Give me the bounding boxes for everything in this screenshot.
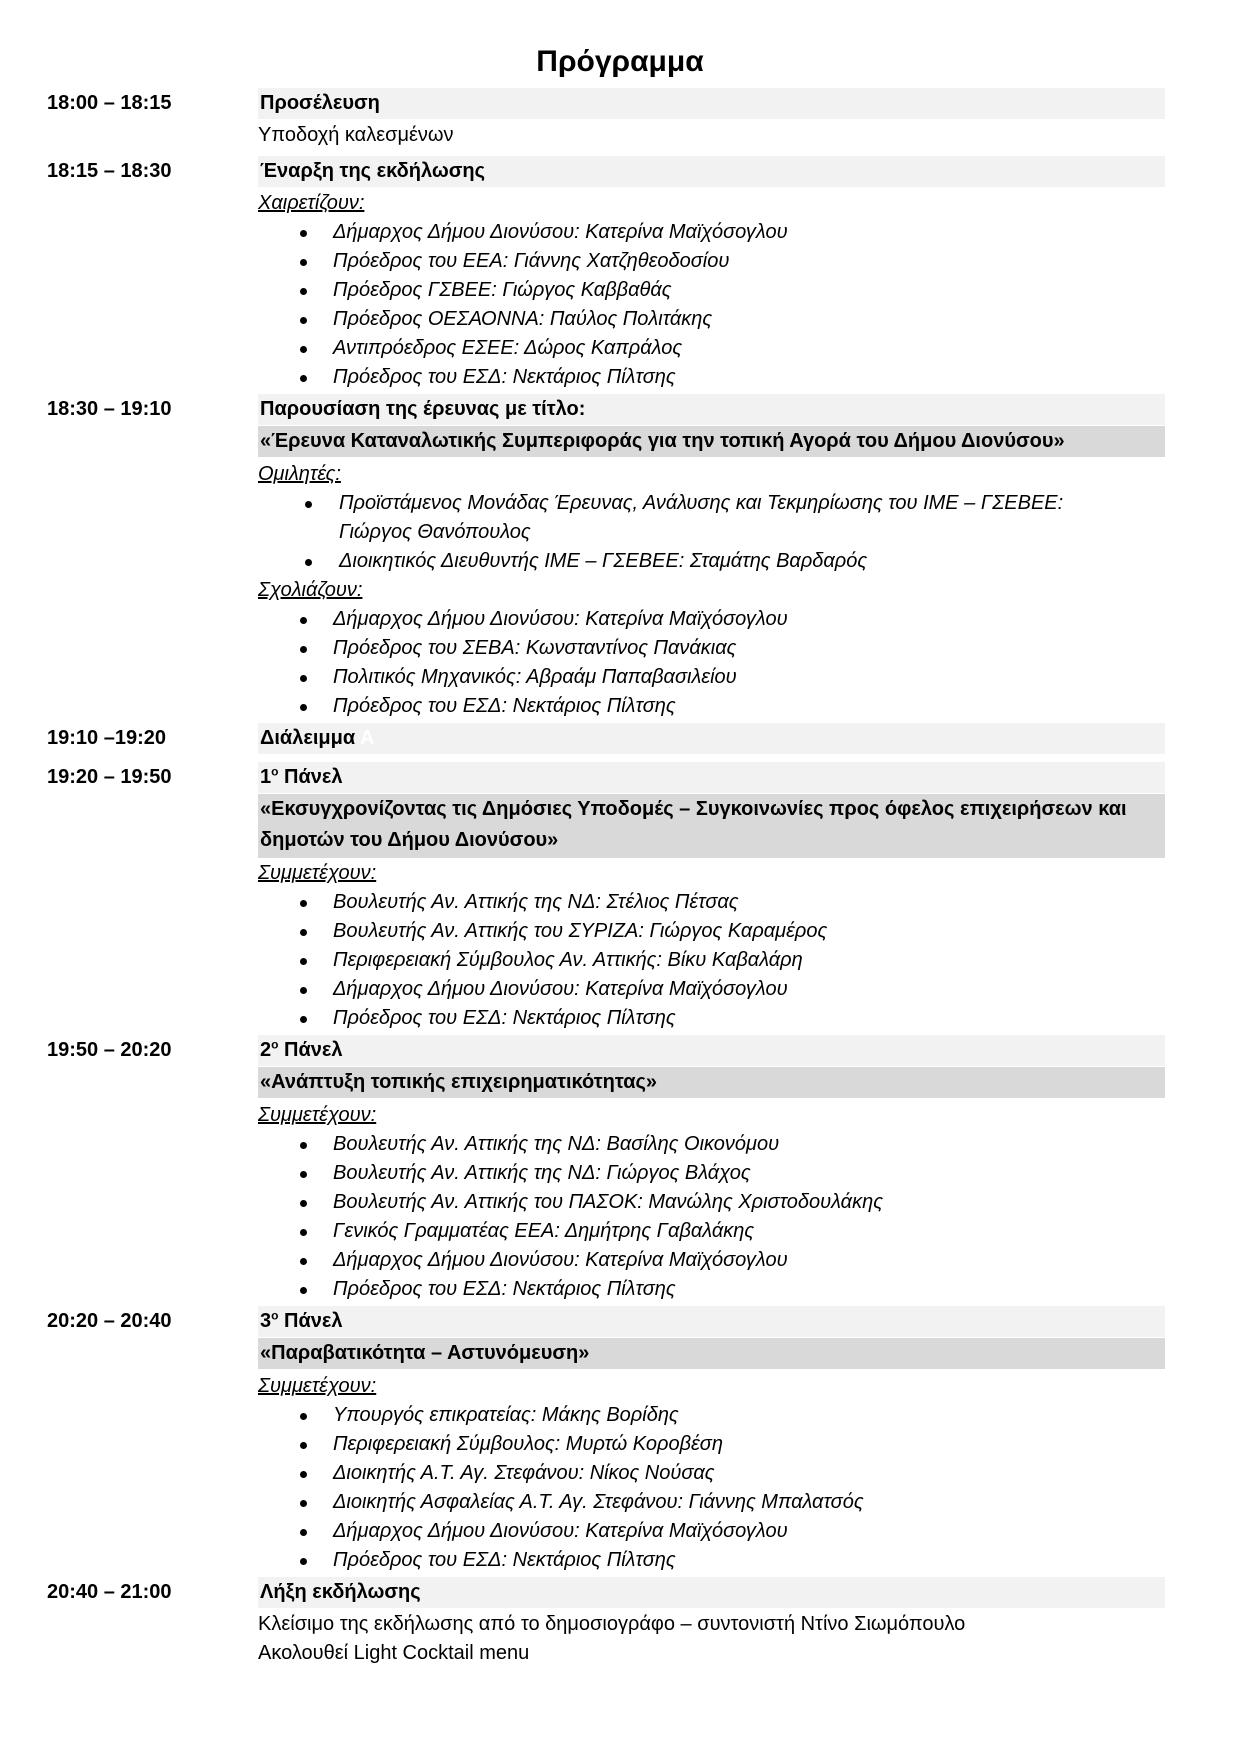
section-heading: Προσέλευση bbox=[258, 88, 1165, 119]
time-slot: 18:30 – 19:10 bbox=[47, 398, 172, 420]
bullet-icon bbox=[300, 617, 307, 624]
role-label: Σχολιάζουν: bbox=[258, 579, 363, 601]
time-slot: 18:15 – 18:30 bbox=[47, 160, 172, 182]
program-page: Πρόγραμμα 18:00 – 18:15 Προσέλευση Υποδοχή καλεσμένων 18:15 – 18:30 Έναρξη της εκδήλωσης Χαιρετίζουν: Δήμαρχος Δήμου Διονύσου: Κατερίνα Μαϊχόσογλου Πρόεδρος του ΕΕΑ: Γιάννης Χατζηθεοδοσίου Πρόεδρος ΓΣΒΕΕ: Γιώργος Καββαθάς Πρόεδρος ΟΕΣΑΟΝΝΑ: Παύλος Πολιτάκης Αντιπρόεδρος ΕΣΕΕ: Δώρος Καπράλος Πρόεδρος του ΕΣΔ: Νεκτάριος Πίλτσης 18:30 – 19:10 Παρουσίαση της έρευνας με τίτλο: «Έρευνα Καταναλωτικής Συμπεριφοράς για την τοπική Αγορά του Δήμου Διονύσου» Ομιλητές: Προϊστάμενος Μονάδας Έρευνας, Ανάλυσης και Τεκμηρίωσης του ΙΜΕ – ΓΣΕΒΕΕ: Γιώργος Θανόπουλος Διοικητικός Διευθυντής ΙΜΕ – ΓΣΕΒΕΕ: Σταμάτης Βαρδαρός Σχολιάζουν: Δήμαρχος Δήμου Διονύσου: Κατερίνα Μαϊχόσογλου Πρόεδρος του ΣΕΒΑ: Κωνσταντίνος Πανάκιας Πολιτικός Μηχανικός: Αβραάμ Παπαβασιλείου Πρόεδρος του ΕΣΔ: Νεκτάριος Πίλτσης 19:10 –19:20 Διάλειμμα Α 19:20 – 19:50 $1^o$ Πάνελ «Εκσυγχρονίζοντας τις Δημόσιες Υποδομές – Συγκοινωνίες προς όφελος επιχειρήσεων και δημοτών του Δήμου Διονύσου» Συμμετέχουν: Βουλευτής Αν. Αττικής της ΝΔ: Στέλιος Πέτσας Βουλευτής Αν. Αττικής του ΣΥΡΙΖΑ: Γιώργος Καραμέρος Περιφερειακή Σύμβουλος Αν. Αττικής: Βίκυ Καβαλάρη Δήμαρχος Δήμου Διονύσου: Κατερίνα Μαϊχόσογλου Πρόεδρος του ΕΣΔ: Νεκτάριος Πίλτσης 19:50 – 20:20 $2^o$ Πάνελ «Ανάπτυξη τοπικής επιχειρηματικότητας» Συμμετέχουν: Βουλευτής Αν. Αττικής της ΝΔ: Βασίλης Οικονόμου Βουλευτής Αν. Αττικής της ΝΔ: Γιώργος Βλάχος Βουλευτής Αν. Αττικής του ΠΑΣΟΚ: Μανώλης Χριστοδουλάκης Γενικός Γραμματέας ΕΕΑ: Δημήτρης Γαβαλάκης Δήμαρχος Δήμου Διονύσου: Κατερίνα Μαϊχόσογλου Πρόεδρος του ΕΣΔ: Νεκτάριος Πίλτσης 20:20 – 20:40 $3^o$ Πάνελ «Παραβατικότητα – Αστυνόμευση» Συμμετέχουν: Υπουργός επικρατείας: Μάκης Βορίδης Περιφερειακή Σύμβουλος: Μυρτώ Κοροβέση Διοικητής Α.Τ. Αγ. Στεφάνου: Νίκος Νούσας Διοικητής Ασφαλείας Α.Τ. Αγ. Στεφάνου: Γιάννης Μπαλατσός Δήμαρχος Δήμου Διονύσου: Κατερίνα Μαϊχόσογλου Πρόεδρος του ΕΣΔ: Νεκτάριος Πίλτσης 20:40 – 21:00 Λήξη εκδήλωσης Κλείσιμο της εκδήλωσης από το δημοσιογράφο – συντονιστή Ντίνο Σιωμόπουλο Ακολουθεί Light Cocktail menu bbox=[0, 0, 1240, 1754]
bullet-icon bbox=[300, 1142, 307, 1149]
section-subtitle: «Ανάπτυξη τοπικής επιχειρηματικότητας» bbox=[258, 1067, 1165, 1098]
bullet-icon bbox=[300, 375, 307, 382]
section-subtitle: «Έρευνα Καταναλωτικής Συμπεριφοράς για την τοπική Αγορά του Δήμου Διονύσου» bbox=[258, 426, 1165, 457]
bullet-icon bbox=[305, 559, 312, 566]
bullet-icon bbox=[300, 929, 307, 936]
section-subtitle: «Παραβατικότητα – Αστυνόμευση» bbox=[258, 1338, 1165, 1369]
bullet-icon bbox=[300, 1529, 307, 1536]
bullet-icon bbox=[300, 958, 307, 965]
bullet-icon bbox=[300, 1016, 307, 1023]
section-text: Κλείσιμο της εκδήλωσης από το δημοσιογράφο – συντονιστή Ντίνο Σιωμόπουλο bbox=[258, 1613, 966, 1635]
bullet-icon bbox=[300, 1258, 307, 1265]
role-label: Συμμετέχουν: bbox=[258, 1104, 377, 1126]
bullet-icon bbox=[300, 1229, 307, 1236]
section-heading: Λήξη εκδήλωσης bbox=[258, 1577, 1165, 1608]
bullet-icon bbox=[300, 259, 307, 266]
section-subtitle: «Εκσυγχρονίζοντας τις Δημόσιες Υποδομές – Συγκοινωνίες προς όφελος επιχειρήσεων και δημοτών του Δήμου Διονύσου» bbox=[258, 794, 1165, 858]
bullet-icon bbox=[300, 1442, 307, 1449]
bullet-icon bbox=[300, 1171, 307, 1178]
role-label: Συμμετέχουν: bbox=[258, 1375, 377, 1397]
bullet-icon bbox=[300, 987, 307, 994]
bullet-icon bbox=[300, 646, 307, 653]
section-heading: $3^o$ Πάνελ bbox=[258, 1306, 1165, 1337]
role-label: Συμμετέχουν: bbox=[258, 862, 377, 884]
bullet-icon bbox=[300, 1287, 307, 1294]
bullet-icon bbox=[300, 230, 307, 237]
role-label: Ομιλητές: bbox=[258, 463, 341, 485]
bullet-icon bbox=[300, 1500, 307, 1507]
bullet-icon bbox=[300, 1558, 307, 1565]
bullet-icon bbox=[300, 288, 307, 295]
time-slot: 19:10 –19:20 bbox=[47, 727, 166, 749]
time-slot: 20:40 – 21:00 bbox=[47, 1581, 172, 1603]
section-text: Ακολουθεί Light Cocktail menu bbox=[258, 1642, 530, 1664]
section-heading: Παρουσίαση της έρευνας με τίτλο: bbox=[258, 394, 1165, 425]
bullet-icon bbox=[300, 900, 307, 907]
section-heading: $1^o$ Πάνελ bbox=[258, 762, 1165, 793]
bullet-icon bbox=[300, 704, 307, 711]
bullet-icon bbox=[300, 346, 307, 353]
bullet-icon bbox=[300, 1200, 307, 1207]
bullet-icon bbox=[300, 675, 307, 682]
section-heading: $2^o$ Πάνελ bbox=[258, 1035, 1165, 1066]
bullet-icon bbox=[300, 317, 307, 324]
time-slot: 18:00 – 18:15 bbox=[47, 92, 172, 114]
section-text: Υποδοχή καλεσμένων bbox=[258, 124, 454, 146]
bullet-icon bbox=[300, 1471, 307, 1478]
time-slot: 19:20 – 19:50 bbox=[47, 766, 172, 788]
time-slot: 20:20 – 20:40 bbox=[47, 1310, 172, 1332]
page-title: Πρόγραμμα bbox=[536, 45, 704, 78]
time-slot: 19:50 – 20:20 bbox=[47, 1039, 172, 1061]
section-heading: Έναρξη της εκδήλωσης bbox=[258, 156, 1165, 187]
role-label: Χαιρετίζουν: bbox=[258, 192, 365, 214]
bullet-icon bbox=[305, 501, 312, 508]
hidden-mark: Α bbox=[360, 727, 375, 749]
section-heading: Διάλειμμα Α bbox=[258, 723, 1165, 754]
bullet-icon bbox=[300, 1413, 307, 1420]
